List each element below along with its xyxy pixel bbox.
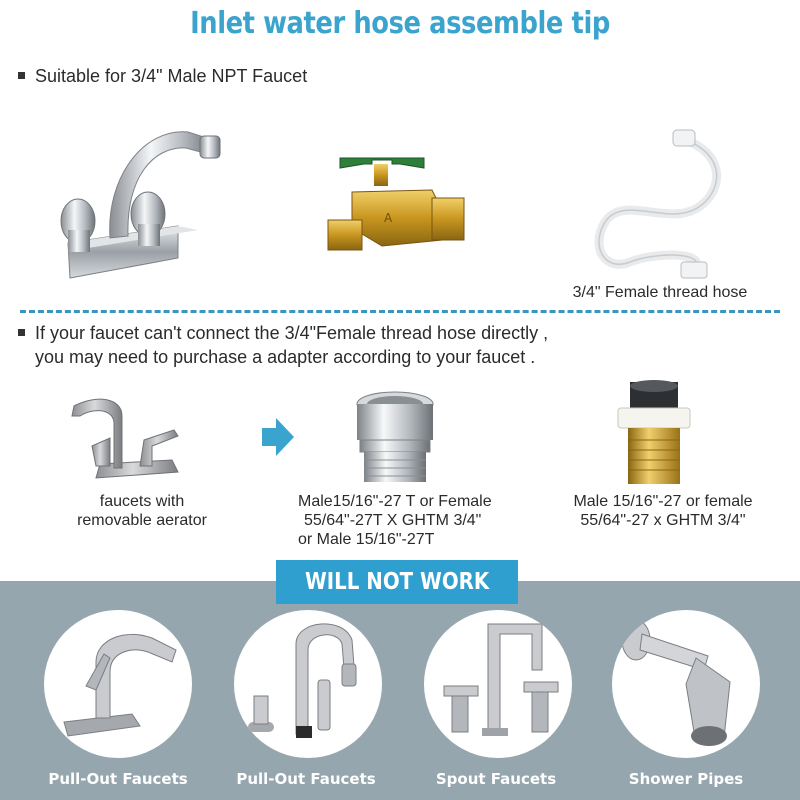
- adapter2-caption: [548, 492, 778, 530]
- pullout-faucet-2-circle: [234, 610, 382, 758]
- adapter2-line1: Male 15/16"-27 or female: [573, 493, 753, 510]
- chrome-adapter-image: [350, 388, 440, 488]
- pullout-faucet-1-image: [44, 610, 192, 758]
- adapter1-caption: [298, 492, 518, 549]
- page-title: Inlet water hose assemble tip: [190, 6, 610, 41]
- arrow-right-icon: [262, 418, 294, 456]
- section-divider: [20, 310, 780, 313]
- hose-caption: 3/4" Female thread hose: [572, 284, 748, 301]
- bullet-adapter: [18, 321, 548, 345]
- brass-adapter-image: [610, 378, 700, 488]
- brushed-faucet-image: [62, 386, 202, 486]
- adapter1-line3: or Male 15/16"-27T: [298, 531, 435, 548]
- brass-stamp: A: [384, 211, 393, 225]
- faucet-label-4: Shower Pipes: [628, 770, 744, 788]
- adapter1-line2: 55/64"-27T X GHTM 3/4": [304, 512, 482, 529]
- bullet-suitable: [18, 64, 307, 88]
- shower-pipe-circle: [612, 610, 760, 758]
- spout-faucet-circle: [424, 610, 572, 758]
- pullout-faucet-1-circle: [44, 610, 192, 758]
- bullet-suitable-text: Suitable for 3/4" Male NPT Faucet: [35, 66, 308, 86]
- shower-pipe-image: [612, 610, 760, 758]
- faucet-label-1: Pull-Out Faucets: [48, 770, 188, 788]
- bullet-adapter-line1: If your faucet can't connect the 3/4"Female thread hose directly ,: [35, 323, 549, 343]
- will-not-work-banner: [276, 560, 518, 604]
- brass-spigot-image: [322, 150, 472, 260]
- bullet-adapter-line2: you may need to purchase a adapter according to your faucet .: [35, 347, 536, 367]
- bullet-icon: [18, 329, 25, 336]
- bullet-icon: [18, 72, 25, 79]
- adapter2-line2: 55/64"-27 x GHTM 3/4": [580, 512, 746, 529]
- faucet-caption-line1: faucets with: [99, 493, 185, 510]
- faucet-aerator-caption: [62, 492, 222, 530]
- faucet-caption-line2: removable aerator: [77, 512, 207, 529]
- spout-faucet-image: [424, 610, 572, 758]
- faucet-label-2: Pull-Out Faucets: [236, 770, 376, 788]
- pullout-faucet-2-image: [234, 610, 382, 758]
- white-hose-image: [585, 122, 725, 282]
- adapter1-line1: Male15/16"-27 T or Female: [298, 493, 492, 510]
- will-not-work-text: WILL NOT WORK: [304, 569, 490, 595]
- chrome-faucet-image: [48, 118, 228, 288]
- faucet-label-3: Spout Faucets: [435, 770, 557, 788]
